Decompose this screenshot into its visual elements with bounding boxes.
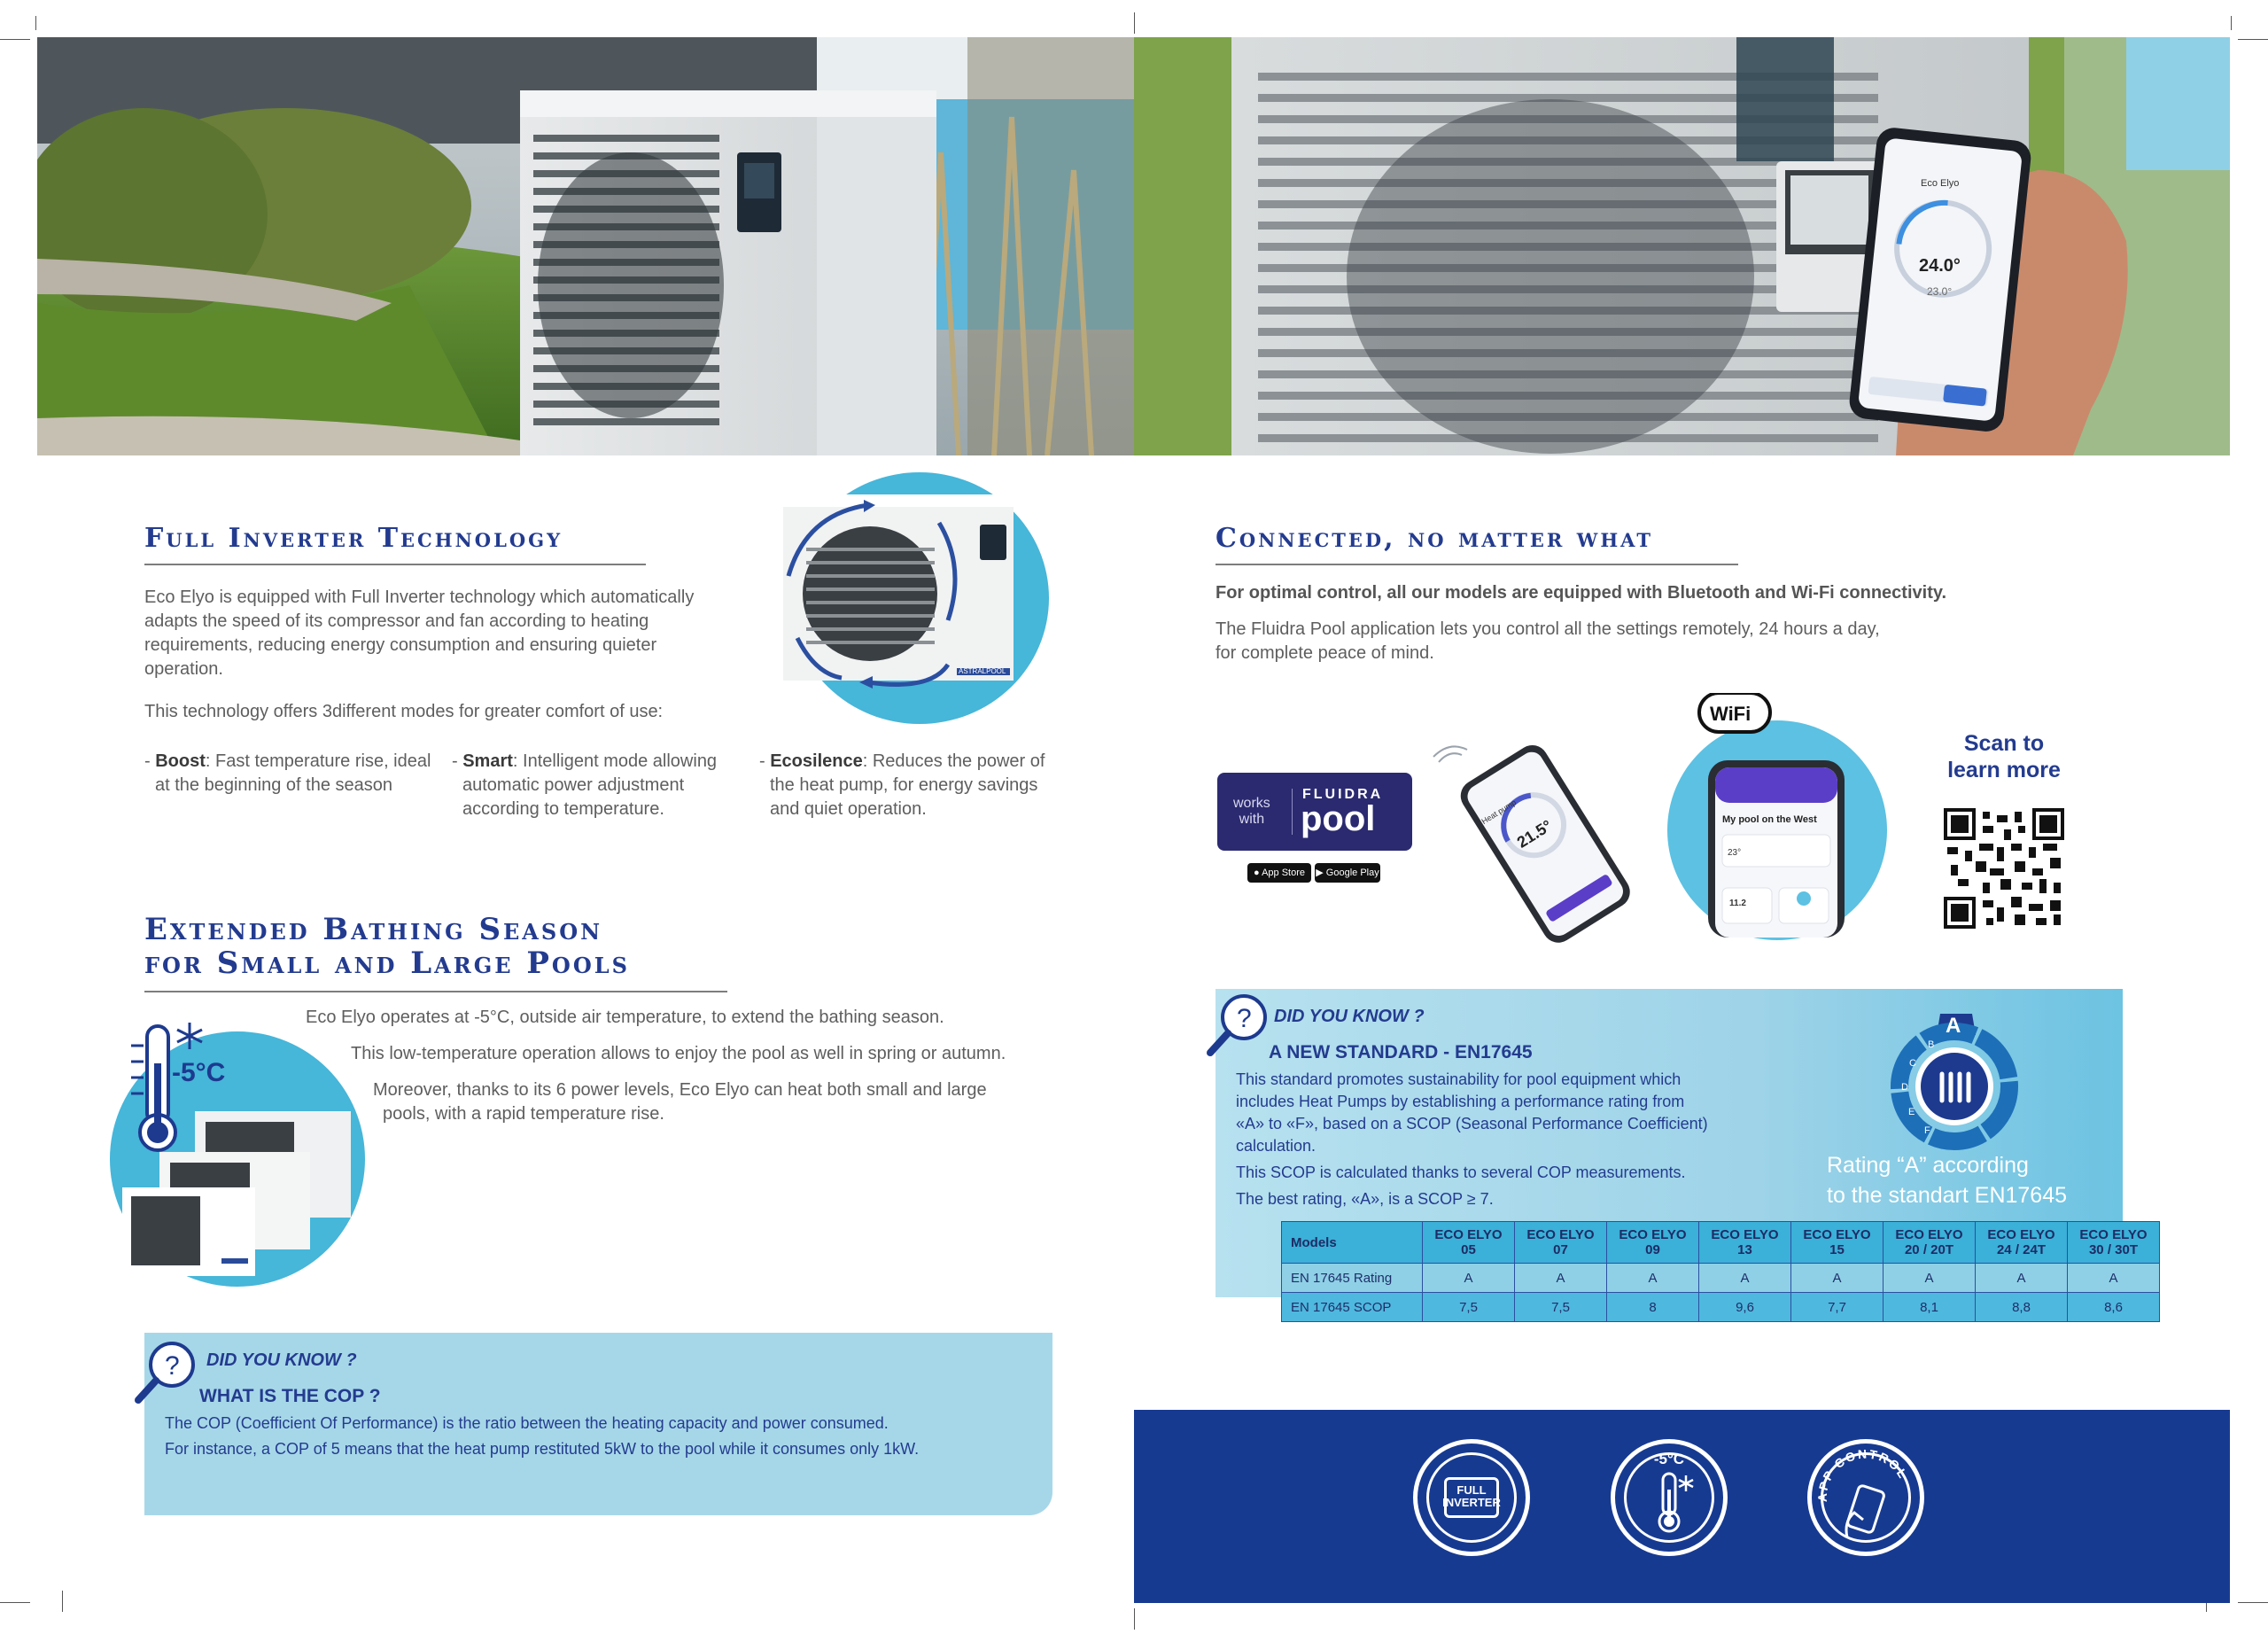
crop-mark [2238,1602,2268,1603]
table-row [1282,1264,2160,1293]
text-line: Rating “A” according [1827,1153,2029,1178]
text-line: The Fluidra Pool application lets you control all the settings remotely, 24 hours a day, [1216,619,1880,639]
mode-text: : Fast temperature rise, ideal [205,751,431,771]
app-control-badge [1807,1439,1924,1556]
extended-p3 [373,1078,1099,1126]
temperature-badge [1611,1439,1728,1556]
text-line: «A» to «F», based on a SCOP (Seasonal Performance Coefficient) [1236,1115,1708,1132]
model-line: ECO ELYO [2079,1227,2148,1242]
mode-name: Ecosilence [770,751,863,771]
temp-badge-label: -5°C [1653,1451,1685,1467]
rating-scale-b: B [1928,1039,1935,1050]
model-col [1515,1222,1607,1264]
mode-text: and quiet operation. [770,799,927,819]
extended-p1: Eco Elyo operates at -5°C, outside air temperature, to extend the bathing season. [306,1008,944,1027]
standard-title: A NEW STANDARD - EN17645 [1269,1042,1533,1062]
crop-mark [0,39,30,40]
app-control-ring [1812,1444,1920,1552]
fluidra-pool-badge [1217,773,1412,851]
mode-text: the heat pump, for energy savings [770,775,1038,795]
full-inverter-paragraph [144,586,747,681]
model-line: ECO ELYO [1434,1227,1503,1242]
hero-phone-setpoint: 23.0° [1927,285,1953,298]
text-line: The best rating, «A», is a SCOP ≥ 7. [1236,1190,1494,1208]
table-cell: A [2068,1264,2160,1293]
crop-mark [2238,39,2268,40]
text-line: calculation. [1236,1137,1317,1155]
app-store-badge[interactable] [1247,863,1311,883]
crop-mark [0,1602,30,1603]
table-cell: 7,5 [1423,1293,1515,1322]
table-cell: 8,1 [1884,1293,1976,1322]
table-cell: A [1607,1264,1699,1293]
wifi-label: WiFi [1710,703,1751,725]
extended-p2: This low-temperature operation allows to enjoy the pool as well in spring or autumn. [351,1044,1006,1063]
hero-photo-app [1134,37,2230,455]
full-inverter-heading: Full Inverter Technology [144,523,563,554]
model-line: 15 [1829,1242,1845,1257]
mode-boost [144,750,446,798]
cop-text [165,1412,1042,1460]
model-line: ECO ELYO [1803,1227,1871,1242]
text-line: for complete peace of mind. [1216,643,1434,663]
rating-letter: A [1946,1014,1961,1038]
svg-text:?: ? [1237,1004,1252,1033]
dash: - [144,751,156,771]
scan-label [1922,730,2085,783]
text-line: requirements, reducing energy consumption and ensuring quieter [144,635,657,655]
model-line: 30 / 30T [2088,1242,2139,1257]
model-line: ECO ELYO [1711,1227,1779,1242]
dash: - [759,751,771,771]
hero-phone-temp: 24.0° [1919,256,1961,276]
full-inverter-label [1418,1484,1526,1509]
hero-photo-garden [37,37,1134,455]
text-line: adapts the speed of its compressor and fan according to heating [144,611,649,631]
thermometer-icon [1647,1472,1697,1534]
fluidra-label: FLUIDRA [1302,787,1384,802]
model-col [1699,1222,1791,1264]
row-label: EN 17645 SCOP [1282,1293,1423,1322]
heading-line: Extended Bathing Season [144,912,603,947]
text-line: Eco Elyo is equipped with Full Inverter technology which automatically [144,588,695,607]
rating-caption [1827,1150,2067,1210]
model-col [1976,1222,2068,1264]
rating-scale-e: E [1908,1107,1915,1117]
app-phone-illustration [1664,693,1894,941]
text-line: operation. [144,659,223,679]
table-cell: A [1515,1264,1607,1293]
crop-mark [1134,12,1135,34]
mode-smart [452,750,753,821]
heading-line: for Small and Large Pools [144,946,630,981]
text-line: INVERTER [1442,1496,1501,1509]
mode-text: at the beginning of the season [155,775,392,795]
heading-rule [144,991,727,992]
model-line: 07 [1553,1242,1568,1257]
table-cell: 8,6 [2068,1293,2160,1322]
cold-weather-illustration [106,1019,372,1294]
text-line: with [1239,812,1265,827]
table-cell: 9,6 [1699,1293,1791,1322]
qr-code-icon[interactable] [1944,808,2064,929]
rating-a-badge [1887,1008,2020,1150]
full-inverter-badge [1413,1439,1530,1556]
text-line: This SCOP is calculated thanks to several COP measurements. [1236,1163,1686,1181]
rating-scale-f: F [1924,1125,1930,1136]
model-line: ECO ELYO [1895,1227,1963,1242]
connected-heading: Connected, no matter what [1216,523,1653,554]
phone1-title: Heat pump [1480,798,1518,827]
phone2-value: 11.2 [1729,899,1746,908]
crop-mark [2231,16,2232,30]
model-line: 20 / 20T [1904,1242,1954,1257]
heat-pump-icon [771,470,1054,727]
model-line: ECO ELYO [1526,1227,1595,1242]
apple-icon: ● [1253,868,1260,878]
hero-phone-app-name: Eco Elyo [1921,178,1960,189]
extended-heading [144,913,630,980]
google-play-label: Google Play [1325,868,1379,878]
table-cell: A [1423,1264,1515,1293]
phone2-temp: 23° [1728,848,1742,858]
phone1-temp: 21.5° [1513,816,1556,852]
phone2-title: My pool on the West [1722,814,1817,825]
table-cell: A [1884,1264,1976,1293]
model-line: 13 [1737,1242,1752,1257]
models-header: Models [1282,1222,1423,1264]
text-line: Moreover, thanks to its 6 power levels, Eco Elyo can heat both small and large [373,1080,987,1100]
table-cell: 7,5 [1515,1293,1607,1322]
model-col [1884,1222,1976,1264]
cop-did-you-know: DID YOU KNOW ? [206,1350,357,1370]
connected-paragraph [1216,618,2101,665]
smartphone-icon [1426,744,1657,948]
cop-title: WHAT IS THE COP ? [199,1386,381,1406]
text-line: This standard promotes sustainability for pool equipment which [1236,1070,1682,1088]
works-with-label [1233,796,1270,828]
google-play-badge[interactable] [1315,863,1380,883]
text-line: learn more [1947,758,2061,782]
unit-brand: ASTRALPOOL [959,667,1006,675]
model-line: ECO ELYO [1619,1227,1687,1242]
heading-rule [1216,564,1738,565]
table-cell: A [1976,1264,2068,1293]
table-cell: 7,7 [1791,1293,1884,1322]
temp-label: -5°C [172,1058,226,1087]
google-play-icon: ▶ [1316,868,1324,878]
mode-ecosilence [759,750,1078,821]
mode-text: automatic power adjustment [462,775,685,795]
connected-bold: For optimal control, all our models are equipped with Bluetooth and Wi-Fi connectivity. [1216,583,1947,603]
table-cell: 8 [1607,1293,1699,1322]
mode-name: Boost [155,751,206,771]
model-col [1423,1222,1515,1264]
app-control-label: APP CONTROL [1814,1446,1911,1503]
row-label: EN 17645 Rating [1282,1264,1423,1293]
mode-text: according to temperature. [462,799,664,819]
crop-mark [62,1591,63,1612]
heading-rule [144,564,646,565]
magnifier-question-icon [133,1338,198,1405]
model-col [2068,1222,2160,1264]
smartphone-icon [1846,1485,1885,1537]
mode-name: Smart [462,751,513,771]
table-row [1282,1293,2160,1322]
modes-intro: This technology offers 3different modes for greater comfort of use: [144,702,664,721]
model-col [1791,1222,1884,1264]
crop-mark [1134,1608,1135,1630]
rating-scale-c: C [1909,1058,1916,1069]
wifi-icon [1699,693,1770,732]
model-line: 05 [1461,1242,1476,1257]
text-line: pools, with a rapid temperature rise. [383,1104,664,1124]
mode-text: : Intelligent mode allowing [512,751,718,771]
model-line: 24 / 24T [1996,1242,2047,1257]
text-line: Scan to [1963,731,2045,756]
pool-label: pool [1301,799,1376,838]
crop-mark [35,16,36,30]
standard-text [1236,1069,1803,1210]
divider [1292,789,1293,835]
text-line: For instance, a COP of 5 means that the heat pump restituted 5kW to the pool while it consumes only 1kW. [165,1440,920,1458]
app-store-label: App Store [1262,868,1306,878]
text-line: to the standart EN17645 [1827,1183,2068,1208]
table-cell: 8,8 [1976,1293,2068,1322]
rating-scale-d: D [1901,1082,1908,1093]
svg-text:APP CONTROL [1815,1446,1911,1502]
text-line: The COP (Coefficient Of Performance) is the ratio between the heating capacity and power consumed. [165,1414,889,1432]
model-line: 09 [1645,1242,1660,1257]
dash: - [452,751,463,771]
text-line: FULL [1456,1483,1487,1497]
mode-text: : Reduces the power of [862,751,1045,771]
magnifier-question-icon [1205,991,1270,1058]
model-line: ECO ELYO [1987,1227,2055,1242]
svg-text:?: ? [165,1351,180,1381]
rating-table [1281,1221,2160,1322]
table-cell: A [1791,1264,1884,1293]
text-line: includes Heat Pumps by establishing a performance rating from [1236,1093,1685,1110]
model-col [1607,1222,1699,1264]
text-line: works [1233,796,1270,811]
table-cell: A [1699,1264,1791,1293]
standard-did-you-know: DID YOU KNOW ? [1274,1007,1425,1026]
